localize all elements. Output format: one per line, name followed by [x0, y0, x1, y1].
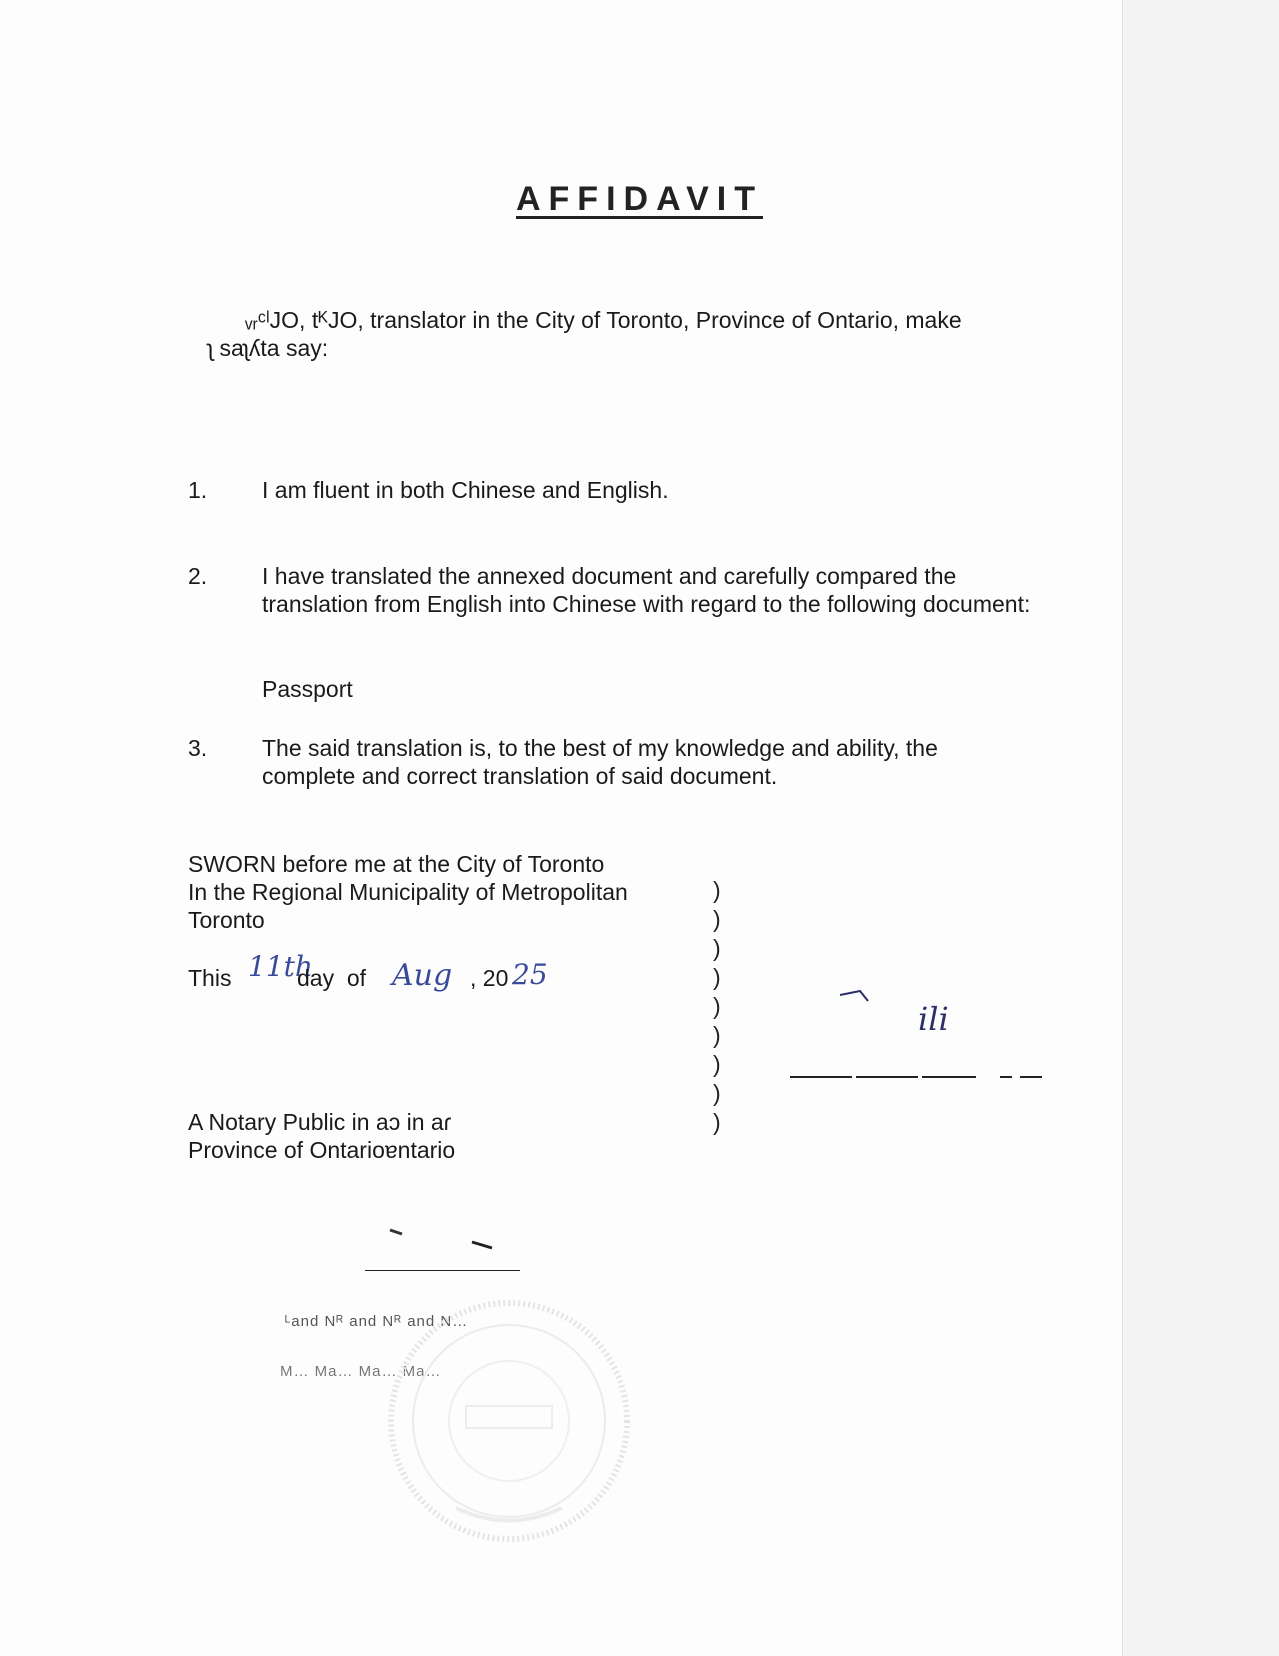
document-type: Passport [262, 676, 353, 702]
notary-seal [386, 1298, 632, 1544]
item-number-2: 2. [188, 563, 208, 589]
date-prefix: This [188, 965, 232, 991]
paren-6: ) [713, 1022, 721, 1048]
paren-1: ) [713, 877, 721, 903]
intro-line-2: ʅ saʅʎta say: [208, 335, 329, 361]
document-title: AFFIDAVIT [515, 180, 763, 218]
notary-signature [380, 1220, 540, 1260]
paren-3: ) [713, 935, 721, 961]
notary-line-1: A Notary Public in aɔ in aɾ [188, 1109, 452, 1135]
paren-8: ) [713, 1080, 721, 1106]
intro-line-1: ᵥᵣᶜˡJO, tᴷJO, translator in the City of Toronto, Province of Ontario, make [245, 307, 962, 333]
item-text-1: I am fluent in both Chinese and English. [262, 477, 669, 503]
signature-line-segment [856, 1076, 918, 1078]
date-mid: day of [297, 965, 367, 991]
item-text-3: The said translation is, to the best of my knowledge and ability, the complete and correct translation of said document. [262, 735, 938, 789]
date-month-handwritten: Aug [392, 958, 453, 993]
notary-line-2: Province of Ontarioɐntario [188, 1137, 456, 1163]
translator-signature [830, 985, 1000, 1055]
paren-5: ) [713, 993, 721, 1019]
signature-line-segment [922, 1076, 976, 1078]
paren-9: ) [713, 1109, 721, 1135]
signature-line-segment [1000, 1076, 1012, 1078]
page-edge [1122, 0, 1279, 1656]
paren-2: ) [713, 906, 721, 932]
signature-line-segment [1020, 1076, 1042, 1078]
notary-stamp-line-2: M… Ma… Ma… Ma… [280, 1363, 442, 1380]
sworn-line-2: In the Regional Municipality of Metropolitan [188, 879, 628, 905]
paren-7: ) [713, 1051, 721, 1077]
item-number-3: 3. [188, 735, 208, 761]
notary-signature-line [365, 1270, 520, 1271]
date-year-prefix: , 20 [470, 965, 509, 991]
notary-stamp-line-1: ᴸand Nᴿ and Nᴿ and N… [285, 1313, 469, 1330]
date-day-handwritten: 11th [248, 950, 313, 983]
item-number-1: 1. [188, 477, 208, 503]
translator-signature-text: ili [918, 1000, 949, 1038]
date-year-handwritten: 25 [512, 958, 548, 991]
sworn-line-3: Toronto [188, 907, 265, 933]
sworn-line-1: SWORN before me at the City of Toronto [188, 851, 605, 877]
paren-4: ) [713, 964, 721, 990]
signature-line-segment [790, 1076, 852, 1078]
item-text-2: I have translated the annexed document and carefully compared the translation from English into Chinese with regard to the following document: [262, 563, 1031, 617]
